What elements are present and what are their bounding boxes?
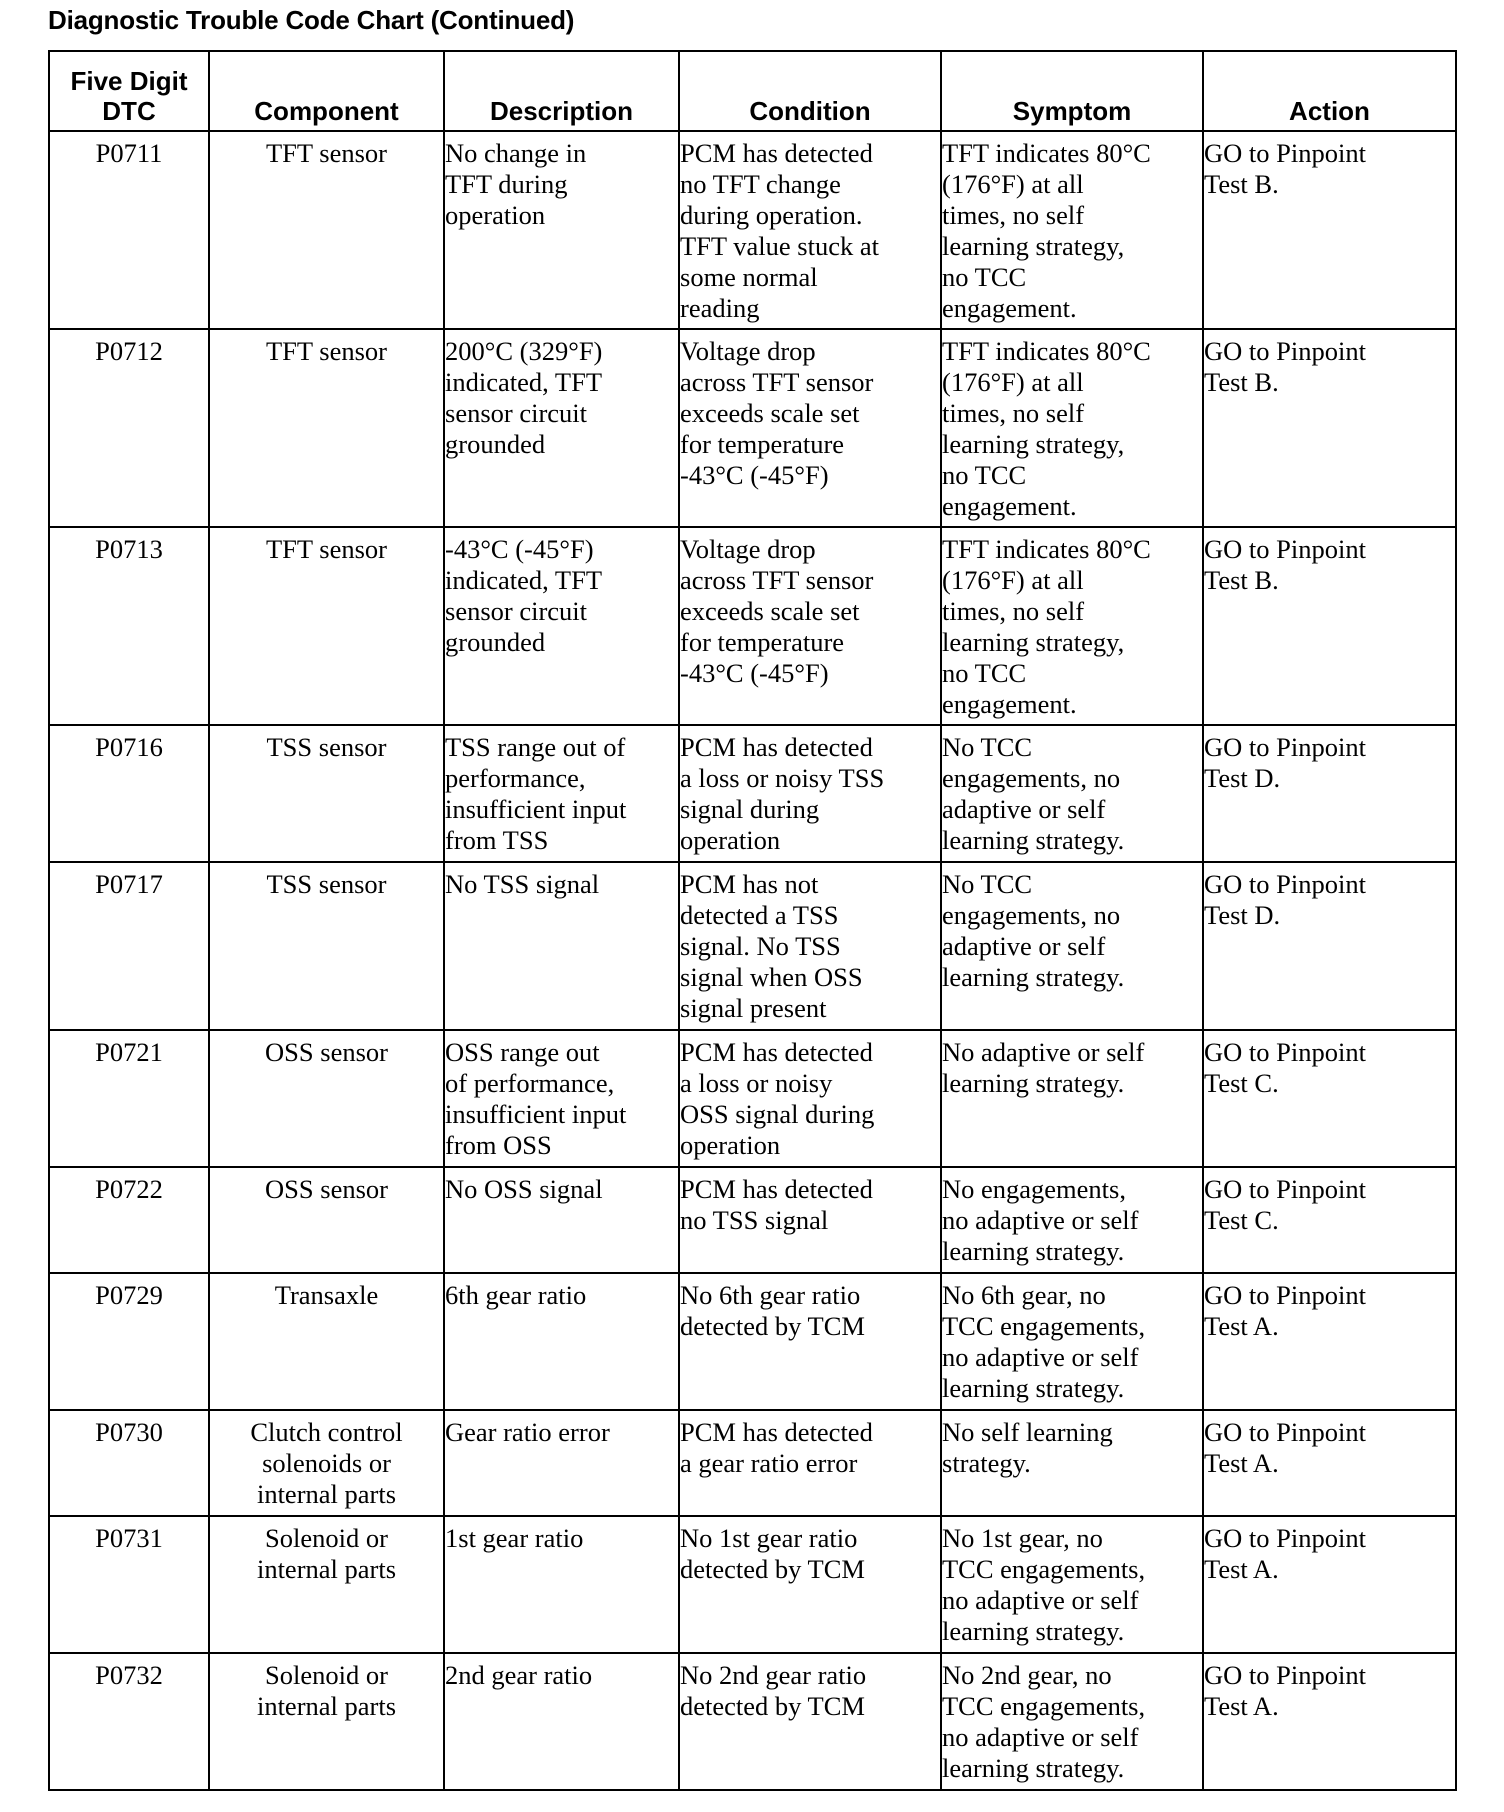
dtc-table	[48, 50, 1457, 1791]
dtc-cell: P0717	[49, 862, 209, 1030]
table-row	[49, 329, 1456, 527]
symptom-cell: No 6th gear, no TCC engagements, no adaptive or self learning strategy.	[941, 1273, 1203, 1410]
condition-cell: PCM has detected no TSS signal	[679, 1167, 941, 1273]
table-row	[49, 1653, 1456, 1790]
component-cell: TFT sensor	[209, 131, 444, 329]
description-cell: No change in TFT during operation	[444, 131, 679, 329]
dtc-cell: P0731	[49, 1516, 209, 1653]
description-cell: 2nd gear ratio	[444, 1653, 679, 1790]
action-cell: GO to Pinpoint Test A.	[1203, 1653, 1456, 1790]
condition-cell: PCM has detected a loss or noisy OSS signal during operation	[679, 1030, 941, 1167]
component-cell: Transaxle	[209, 1273, 444, 1410]
dtc-cell: P0716	[49, 725, 209, 862]
table-row	[49, 1410, 1456, 1516]
dtc-cell: P0711	[49, 131, 209, 329]
description-cell: OSS range out of performance, insufficient input from OSS	[444, 1030, 679, 1167]
condition-cell: No 6th gear ratio detected by TCM	[679, 1273, 941, 1410]
header-description: Description	[444, 51, 679, 131]
dtc-cell: P0729	[49, 1273, 209, 1410]
description-cell: 200°C (329°F) indicated, TFT sensor circuit grounded	[444, 329, 679, 527]
dtc-cell: P0713	[49, 527, 209, 725]
component-cell: OSS sensor	[209, 1167, 444, 1273]
header-dtc: Five Digit DTC	[49, 51, 209, 131]
component-cell: TSS sensor	[209, 862, 444, 1030]
description-cell: -43°C (-45°F) indicated, TFT sensor circuit grounded	[444, 527, 679, 725]
dtc-cell: P0721	[49, 1030, 209, 1167]
component-cell: TFT sensor	[209, 329, 444, 527]
symptom-cell: No TCC engagements, no adaptive or self learning strategy.	[941, 862, 1203, 1030]
page-title: Diagnostic Trouble Code Chart (Continued)	[48, 5, 575, 35]
description-cell: No OSS signal	[444, 1167, 679, 1273]
table-row	[49, 1030, 1456, 1167]
condition-cell: PCM has detected a gear ratio error	[679, 1410, 941, 1516]
symptom-cell: TFT indicates 80°C (176°F) at all times, no self learning strategy, no TCC engagement.	[941, 131, 1203, 329]
action-cell: GO to Pinpoint Test A.	[1203, 1410, 1456, 1516]
symptom-cell: No 1st gear, no TCC engagements, no adaptive or self learning strategy.	[941, 1516, 1203, 1653]
action-cell: GO to Pinpoint Test B.	[1203, 527, 1456, 725]
description-cell: 1st gear ratio	[444, 1516, 679, 1653]
component-cell: TSS sensor	[209, 725, 444, 862]
action-cell: GO to Pinpoint Test B.	[1203, 329, 1456, 527]
condition-cell: Voltage drop across TFT sensor exceeds scale set for temperature -43°C (-45°F)	[679, 329, 941, 527]
action-cell: GO to Pinpoint Test B.	[1203, 131, 1456, 329]
condition-cell: Voltage drop across TFT sensor exceeds scale set for temperature -43°C (-45°F)	[679, 527, 941, 725]
header-symptom: Symptom	[941, 51, 1203, 131]
table-row	[49, 1167, 1456, 1273]
symptom-cell: No TCC engagements, no adaptive or self learning strategy.	[941, 725, 1203, 862]
table-row	[49, 1273, 1456, 1410]
dtc-cell: P0730	[49, 1410, 209, 1516]
header-component: Component	[209, 51, 444, 131]
action-cell: GO to Pinpoint Test C.	[1203, 1167, 1456, 1273]
table-row	[49, 131, 1456, 329]
action-cell: GO to Pinpoint Test C.	[1203, 1030, 1456, 1167]
table-row	[49, 725, 1456, 862]
action-cell: GO to Pinpoint Test A.	[1203, 1273, 1456, 1410]
symptom-cell: No adaptive or self learning strategy.	[941, 1030, 1203, 1167]
table-row	[49, 527, 1456, 725]
condition-cell: PCM has not detected a TSS signal. No TSS signal when OSS signal present	[679, 862, 941, 1030]
dtc-cell: P0722	[49, 1167, 209, 1273]
description-cell: No TSS signal	[444, 862, 679, 1030]
dtc-cell: P0712	[49, 329, 209, 527]
description-cell: 6th gear ratio	[444, 1273, 679, 1410]
symptom-cell: TFT indicates 80°C (176°F) at all times, no self learning strategy, no TCC engagement.	[941, 329, 1203, 527]
table-row	[49, 862, 1456, 1030]
dtc-cell: P0732	[49, 1653, 209, 1790]
condition-cell: PCM has detected a loss or noisy TSS signal during operation	[679, 725, 941, 862]
component-cell: Solenoid or internal parts	[209, 1516, 444, 1653]
description-cell: Gear ratio error	[444, 1410, 679, 1516]
header-row	[49, 51, 1456, 131]
component-cell: OSS sensor	[209, 1030, 444, 1167]
component-cell: Solenoid or internal parts	[209, 1653, 444, 1790]
condition-cell: PCM has detected no TFT change during operation. TFT value stuck at some normal reading	[679, 131, 941, 329]
component-cell: TFT sensor	[209, 527, 444, 725]
symptom-cell: No 2nd gear, no TCC engagements, no adaptive or self learning strategy.	[941, 1653, 1203, 1790]
condition-cell: No 2nd gear ratio detected by TCM	[679, 1653, 941, 1790]
action-cell: GO to Pinpoint Test D.	[1203, 725, 1456, 862]
symptom-cell: TFT indicates 80°C (176°F) at all times, no self learning strategy, no TCC engagement.	[941, 527, 1203, 725]
component-cell: Clutch control solenoids or internal parts	[209, 1410, 444, 1516]
symptom-cell: No self learning strategy.	[941, 1410, 1203, 1516]
header-condition: Condition	[679, 51, 941, 131]
symptom-cell: No engagements, no adaptive or self learning strategy.	[941, 1167, 1203, 1273]
table-row	[49, 1516, 1456, 1653]
action-cell: GO to Pinpoint Test A.	[1203, 1516, 1456, 1653]
header-action: Action	[1203, 51, 1456, 131]
action-cell: GO to Pinpoint Test D.	[1203, 862, 1456, 1030]
condition-cell: No 1st gear ratio detected by TCM	[679, 1516, 941, 1653]
description-cell: TSS range out of performance, insufficient input from TSS	[444, 725, 679, 862]
